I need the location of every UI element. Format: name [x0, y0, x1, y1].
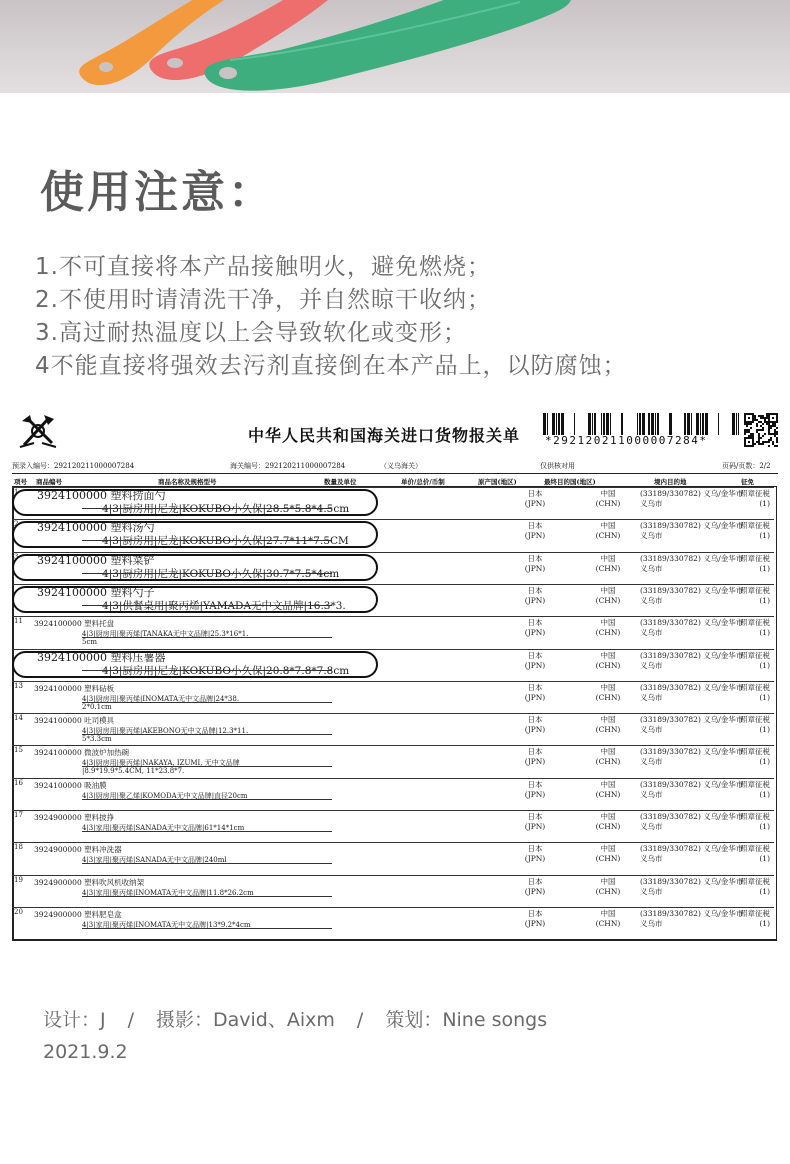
- column-header: 数量及单位: [324, 478, 357, 486]
- usage-note-item: 4不能直接将强效去污剂直接倒在本产品上，以防腐蚀；: [35, 353, 627, 379]
- spec-underline: [82, 863, 332, 864]
- usage-note-item: 1.不可直接将本产品接触明火，避免燃烧；: [35, 254, 491, 280]
- destination-country: 中国 (CHN): [595, 844, 621, 864]
- origin-country: 日本 (JPN): [524, 844, 546, 864]
- row-index: 17: [14, 811, 23, 819]
- spec-underline: [82, 766, 332, 767]
- row-index: 11: [14, 617, 23, 626]
- item-code-name: 3924900000 塑料冲洗器: [34, 845, 122, 855]
- declaration-row: [12, 778, 774, 810]
- spec-underline: [82, 831, 332, 832]
- domestic-destination: (33189/330782) 义乌/金华市 义乌市: [640, 553, 744, 573]
- destination-country: 中国 (CHN): [595, 747, 621, 767]
- row-index: 16: [14, 778, 23, 787]
- row-divider: [12, 681, 774, 682]
- item-code-name: 3924100000 微波炉加热碗: [34, 748, 130, 758]
- product-photo: [0, 0, 790, 93]
- column-header: 征免: [741, 478, 754, 486]
- highlight-oval: [12, 586, 378, 613]
- origin-country: 日本 (JPN): [524, 812, 546, 831]
- levy-method: 照章征税 (1): [740, 682, 770, 702]
- domestic-destination: (33189/330782) 义乌/金华市 义乌市: [640, 650, 744, 670]
- origin-country: 日本 (JPN): [524, 585, 546, 605]
- document-title: 中华人民共和国海关进口货物报关单: [248, 426, 521, 445]
- levy-method: 照章征税 (1): [740, 618, 770, 638]
- highlight-oval: [12, 521, 378, 548]
- item-code-name: 3924100000 塑料捞面勺: [37, 489, 166, 502]
- row-index: 2: [14, 520, 19, 529]
- item-spec-continued: 5cm: [82, 638, 98, 647]
- item-code-name: 3924900000 塑料吹风机收纳架: [34, 877, 145, 887]
- levy-method: 照章征税 (1): [740, 779, 770, 799]
- destination-country: 中国 (CHN): [595, 779, 621, 799]
- domestic-destination: (33189/330782) 义乌/金华市 义乌市: [640, 521, 744, 541]
- destination-country: 中国 (CHN): [595, 489, 621, 508]
- domestic-destination: (33189/330782) 义乌/金华市 义乌市: [640, 779, 744, 799]
- domestic-destination: (33189/330782) 义乌/金华市 义乌市: [640, 747, 744, 767]
- origin-country: 日本 (JPN): [524, 618, 546, 638]
- column-header: 单价/总价/币制: [401, 478, 445, 486]
- row-index: 1: [14, 488, 19, 496]
- column-header: 商品编号: [36, 478, 62, 486]
- item-code-name: 3924100000 塑料汤勺: [37, 521, 155, 535]
- spec-underline: [82, 928, 332, 929]
- levy-method: 照章征税 (1): [740, 908, 770, 928]
- item-code-name: 3924100000 吐司模具: [34, 716, 115, 726]
- item-spec: 4|3|厨房用|聚乙烯|KOMODA无中文品牌|直径20cm: [82, 791, 248, 800]
- levy-method: 照章征税 (1): [740, 489, 770, 508]
- destination-country: 中国 (CHN): [595, 715, 621, 735]
- origin-country: 日本 (JPN): [524, 747, 546, 767]
- spec-underline: [82, 702, 332, 703]
- barcode-icon: [543, 413, 739, 435]
- destination-country: 中国 (CHN): [595, 521, 621, 541]
- spec-underline: [82, 799, 332, 800]
- origin-country: 日本 (JPN): [524, 650, 546, 670]
- levy-method: 照章征税 (1): [740, 553, 770, 573]
- origin-country: 日本 (JPN): [524, 521, 546, 541]
- column-header: 原产国(地区): [478, 478, 517, 486]
- item-spec: 4|3|厨房用|尼龙|KOKUBO小久保|20.8*7.8*7.8cm: [102, 664, 350, 677]
- item-spec-continued: |8.9*19.9*5.4CM, 11*23.8*7.: [82, 767, 185, 776]
- highlight-oval: [12, 489, 378, 516]
- qr-code-icon: [744, 413, 778, 447]
- highlight-oval: [12, 554, 378, 581]
- destination-country: 中国 (CHN): [595, 876, 621, 896]
- levy-method: 照章征税 (1): [740, 585, 770, 605]
- row-divider: [12, 713, 774, 714]
- domestic-destination: (33189/330782) 义乌/金华市 义乌市: [640, 585, 744, 605]
- levy-method: 照章征税 (1): [740, 650, 770, 670]
- declaration-row: [12, 875, 774, 907]
- levy-method: 照章征税 (1): [740, 844, 770, 864]
- item-spec: 4|3|家用|聚丙烯|SANADA无中文品牌|240ml: [82, 856, 227, 865]
- declaration-row: [12, 810, 774, 842]
- item-spec: 4|3|家用|聚丙烯|SANADA无中文品牌|61*14*1cm: [82, 824, 245, 832]
- item-spec-continued: 5*3.3cm: [82, 735, 112, 744]
- usage-notes-heading: 使用注意：: [40, 167, 275, 218]
- row-index: 20: [14, 907, 23, 916]
- domestic-destination: (33189/330782) 义乌/金华市 义乌市: [640, 682, 744, 702]
- designer-credit: 设计：J: [43, 1009, 106, 1031]
- column-header: 最终目的国(地区): [544, 478, 596, 486]
- destination-country: 中国 (CHN): [595, 682, 621, 702]
- column-header: 项号: [14, 478, 27, 486]
- item-spec: 4|3|供餐桌用|聚丙烯|YAMADA无中文品牌|16.3*3.: [102, 599, 346, 612]
- column-header: 商品名称及规格型号: [158, 478, 217, 486]
- declaration-row: [12, 713, 774, 745]
- pre-entry-number: 预录入编号：292120211000007284: [12, 462, 135, 470]
- domestic-destination: (33189/330782) 义乌/金华市 义乌市: [640, 844, 744, 864]
- credits-line: [43, 1005, 547, 1032]
- destination-country: 中国 (CHN): [595, 650, 621, 670]
- spec-underline: [82, 734, 332, 735]
- destination-country: 中国 (CHN): [595, 812, 621, 831]
- usage-note-item: 3.高过耐热温度以上会导致软化或变形；: [35, 320, 467, 346]
- item-code-name: 3924900000 塑料肥皂盒: [34, 909, 122, 919]
- row-index: 14: [14, 714, 23, 723]
- row-index: 15: [14, 746, 23, 755]
- declaration-row: [12, 842, 774, 874]
- usage-notes-list: [35, 251, 627, 383]
- row-divider: [12, 810, 774, 811]
- separator: /: [127, 1009, 135, 1031]
- item-code-name: 3924900000 塑料披挣: [34, 813, 115, 822]
- usage-note-item: 2.不使用时请清洗干净，并自然晾干收纳；: [35, 287, 491, 313]
- domestic-destination: (33189/330782) 义乌/金华市 义乌市: [640, 489, 744, 508]
- item-code-name: 3924100000 塑料压薯器: [37, 650, 166, 664]
- item-spec: 4|3|厨房用|聚丙烯|NAKAYA, IZUMI, 无中文品牌: [82, 759, 240, 768]
- spec-underline: [82, 637, 332, 638]
- row-divider: [12, 875, 774, 876]
- destination-country: 中国 (CHN): [595, 618, 621, 638]
- destination-country: 中国 (CHN): [595, 553, 621, 573]
- levy-method: 照章征税 (1): [740, 812, 770, 831]
- item-code-name: 3924100000 塑料砧板: [34, 683, 115, 693]
- origin-country: 日本 (JPN): [524, 876, 546, 896]
- planner-credit: 策划：Nine songs: [385, 1009, 548, 1031]
- row-index: 19: [14, 875, 23, 884]
- barcode-number: *29212021100000​7284*: [545, 434, 708, 447]
- levy-method: 照章征税 (1): [740, 876, 770, 896]
- levy-method: 照章征税 (1): [740, 715, 770, 735]
- item-spec: 4|3|厨房用|聚丙烯|AKEBONO无中文品牌|12.3*11.: [82, 727, 249, 736]
- header-divider: [12, 473, 778, 474]
- origin-country: 日本 (JPN): [524, 489, 546, 508]
- declaration-row: [12, 907, 774, 939]
- domestic-destination: (33189/330782) 义乌/金华市 义乌市: [640, 715, 744, 735]
- item-spec: 4|3|家用|聚丙烯|INOMATA无中文品牌|13*9.2*4cm: [82, 920, 251, 929]
- domestic-destination: (33189/330782) 义乌/金华市 义乌市: [640, 876, 744, 896]
- item-spec: 4|3|家用|聚丙烯|INOMATA无中文品牌|11.8*26.2cm: [82, 888, 254, 897]
- customs-port: （义乌海关）: [380, 462, 422, 470]
- customs-number: 海关编号：292120211000007284: [230, 462, 346, 470]
- separator: /: [356, 1009, 364, 1031]
- destination-country: 中国 (CHN): [595, 585, 621, 605]
- origin-country: 日本 (JPN): [524, 682, 546, 702]
- declaration-row: [12, 616, 774, 648]
- column-header: 境内目的地: [654, 478, 687, 486]
- item-code-name: 3924100000 塑料菜铲: [37, 553, 155, 567]
- row-divider: [12, 778, 774, 779]
- row-index: 3: [14, 552, 19, 561]
- origin-country: 日本 (JPN): [524, 779, 546, 799]
- customs-declaration-document: [8, 410, 784, 950]
- row-index: 18: [14, 843, 23, 852]
- origin-country: 日本 (JPN): [524, 553, 546, 573]
- domestic-destination: (33189/330782) 义乌/金华市 义乌市: [640, 618, 744, 638]
- item-spec: 4|3|厨房用|尼龙|KOKUBO小久保|28.5*5.8*4.5cm: [102, 503, 350, 515]
- item-spec: 4|3|厨房用|尼龙|KOKUBO小久保|27.7*11*7.5CM: [102, 535, 349, 548]
- usage-stamp: 仅供核对用: [540, 462, 575, 470]
- photographer-credit: 摄影：David、Aixm: [156, 1009, 335, 1031]
- origin-country: 日本 (JPN): [524, 715, 546, 735]
- item-code-name: 3924100000 塑料勺子: [37, 585, 155, 599]
- customs-emblem-icon: [18, 413, 58, 451]
- destination-country: 中国 (CHN): [595, 908, 621, 928]
- publish-date: 2021.9.2: [43, 1041, 128, 1063]
- row-divider: [12, 907, 774, 908]
- declaration-row: [12, 745, 774, 777]
- domestic-destination: (33189/330782) 义乌/金华市 义乌市: [640, 812, 744, 831]
- row-index: 13: [14, 681, 23, 690]
- domestic-destination: (33189/330782) 义乌/金华市 义乌市: [640, 908, 744, 928]
- spec-underline: [82, 896, 332, 897]
- item-spec-continued: 2*0.1cm: [82, 702, 112, 711]
- item-code-name: 3924100000 吸油膜: [34, 780, 107, 790]
- item-spec: 4|3|厨房用|尼龙|KOKUBO小久保|30.7*7.5*4cm: [102, 567, 340, 580]
- levy-method: 照章征税 (1): [740, 747, 770, 767]
- page-count: 页码/页数：2/2: [722, 462, 771, 470]
- levy-method: 照章征税 (1): [740, 521, 770, 541]
- origin-country: 日本 (JPN): [524, 908, 546, 928]
- declaration-row: [12, 681, 774, 713]
- item-code-name: 3924100000 塑料托盘: [34, 619, 115, 629]
- spatula-handles-illustration: [0, 0, 790, 93]
- highlight-oval: [12, 651, 378, 678]
- item-spec: 4|3|厨房用|聚丙烯|TANAKA无中文品牌|25.3*16*1.: [82, 630, 249, 639]
- item-spec: 4|3|厨房用|聚丙烯|INOMATA无中文品牌|24*38.: [82, 694, 240, 703]
